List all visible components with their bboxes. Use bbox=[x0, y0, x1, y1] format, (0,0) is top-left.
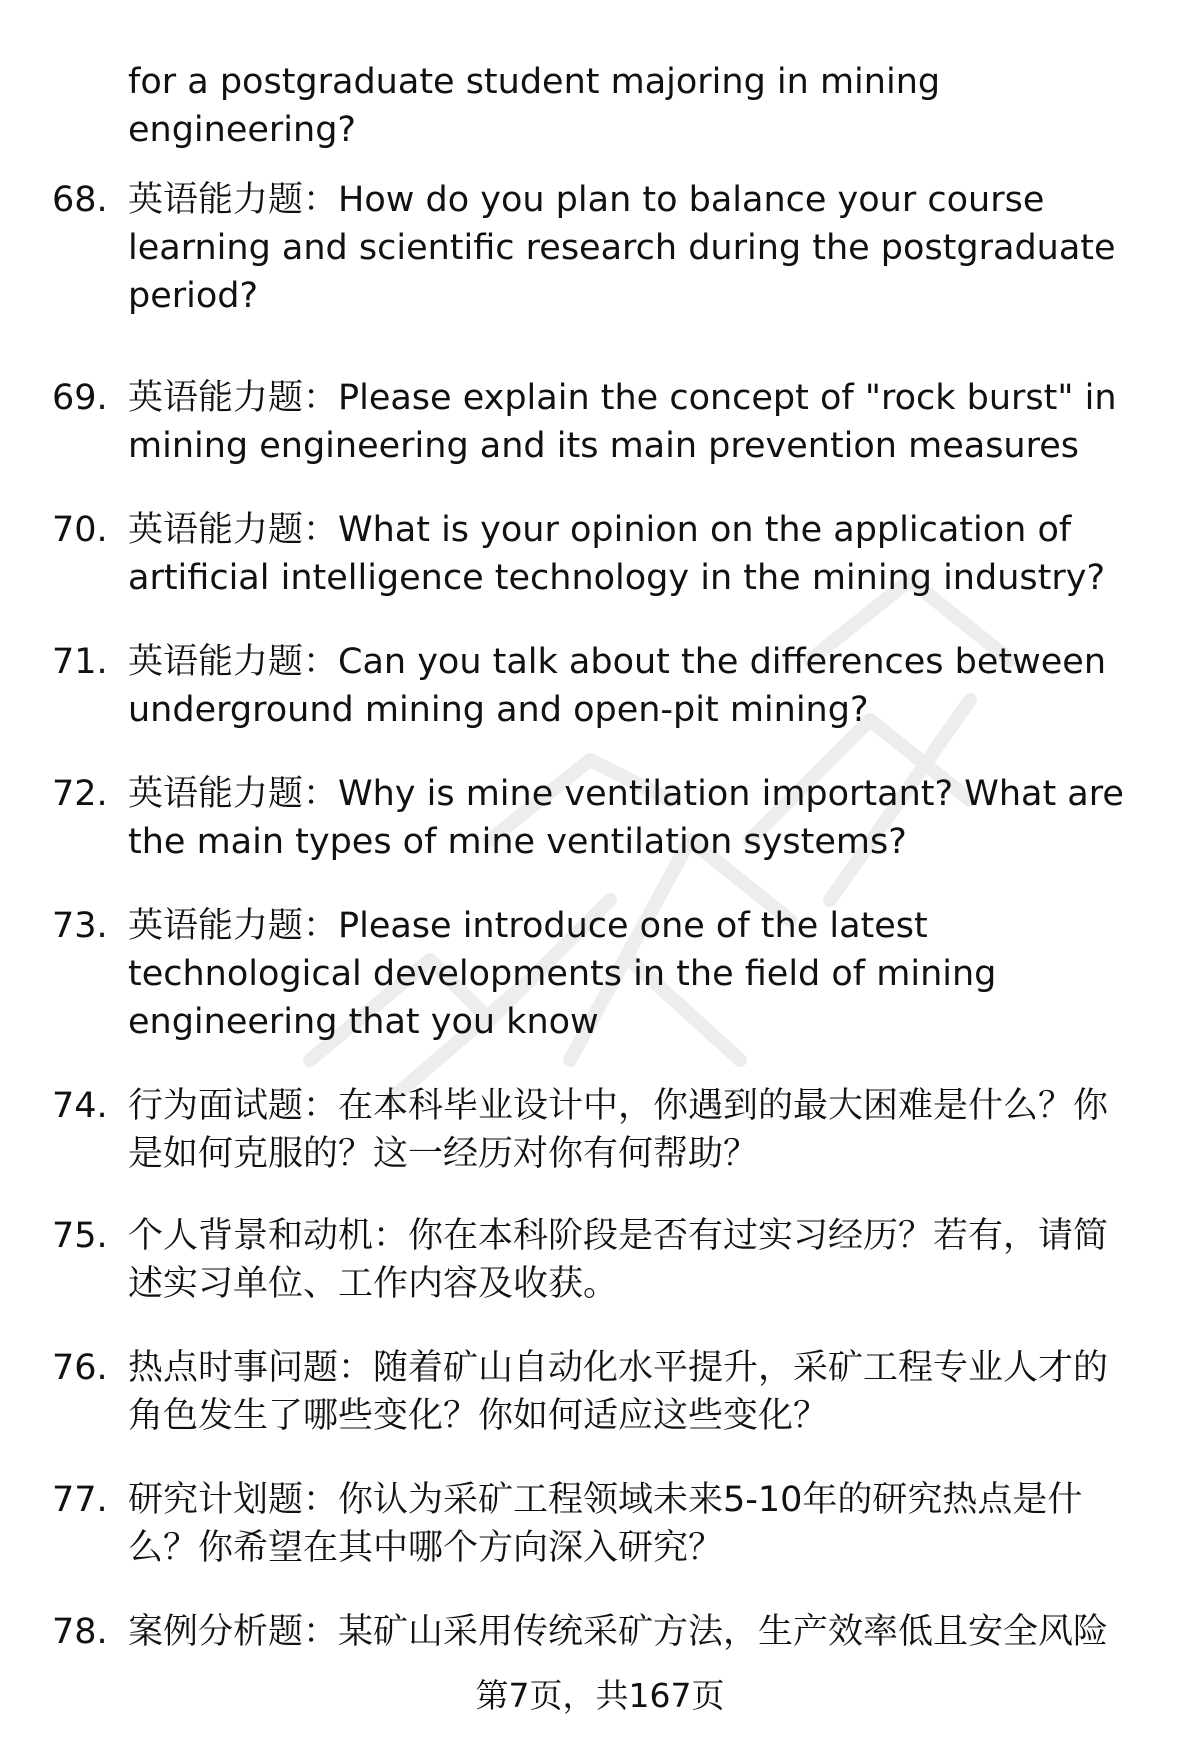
list-item bbox=[52, 374, 1142, 470]
item-text: 英语能力题：What is your opinion on the application of artificial intelligence technology in the mining industry? bbox=[128, 510, 1106, 598]
item-number: 75. bbox=[52, 1216, 108, 1256]
item-text: 英语能力题：Please introduce one of the latest technological developments in the field of mining engineering that you know bbox=[128, 906, 997, 1042]
list-item bbox=[52, 506, 1142, 602]
item-text: 个人背景和动机：你在本科阶段是否有过实习经历？若有，请简述实习单位、工作内容及收获。 bbox=[128, 1216, 1109, 1304]
continuation-text: for a postgraduate student majoring in mining engineering? bbox=[128, 62, 941, 150]
item-text: 英语能力题：Please explain the concept of "rock burst" in mining engineering and its main prevention measures bbox=[128, 378, 1117, 466]
item-number: 71. bbox=[52, 642, 108, 682]
item-number: 70. bbox=[52, 510, 108, 550]
item-number: 73. bbox=[52, 906, 108, 946]
item-text: 热点时事问题：随着矿山自动化水平提升，采矿工程专业人才的角色发生了哪些变化？你如何适应这些变化？ bbox=[128, 1348, 1109, 1436]
list-item bbox=[52, 770, 1142, 866]
list-item bbox=[52, 638, 1142, 734]
list-item bbox=[52, 1082, 1142, 1178]
item-number: 77. bbox=[52, 1480, 108, 1520]
list-item bbox=[52, 902, 1142, 1046]
item-number: 76. bbox=[52, 1348, 108, 1388]
item-text: 案例分析题：某矿山采用传统采矿方法，生产效率低且安全风险 bbox=[128, 1612, 1109, 1652]
item-number: 72. bbox=[52, 774, 108, 814]
item-text: 英语能力题：Why is mine ventilation important? What are the main types of mine ventilation systems? bbox=[128, 774, 1124, 862]
list-item bbox=[52, 1476, 1142, 1572]
list-item bbox=[52, 1608, 1142, 1656]
item-text: 行为面试题：在本科毕业设计中，你遇到的最大困难是什么？你是如何克服的？这一经历对你有何帮助？ bbox=[128, 1086, 1109, 1174]
item-number: 78. bbox=[52, 1612, 108, 1652]
item-text: 研究计划题：你认为采矿工程领域未来5-10年的研究热点是什么？你希望在其中哪个方向深入研究？ bbox=[128, 1480, 1083, 1568]
page-footer: 第7页，共167页 bbox=[475, 1676, 725, 1715]
item-number: 74. bbox=[52, 1086, 108, 1126]
list-item bbox=[52, 176, 1142, 320]
item-text: 英语能力题：How do you plan to balance your course learning and scientific research during the postgraduate period? bbox=[128, 180, 1116, 316]
item-number: 69. bbox=[52, 378, 108, 418]
item-text: 英语能力题：Can you talk about the differences between underground mining and open-pit mining? bbox=[128, 642, 1107, 730]
list-item bbox=[52, 1344, 1142, 1440]
item-number: 68. bbox=[52, 180, 108, 220]
list-item bbox=[52, 1212, 1142, 1308]
